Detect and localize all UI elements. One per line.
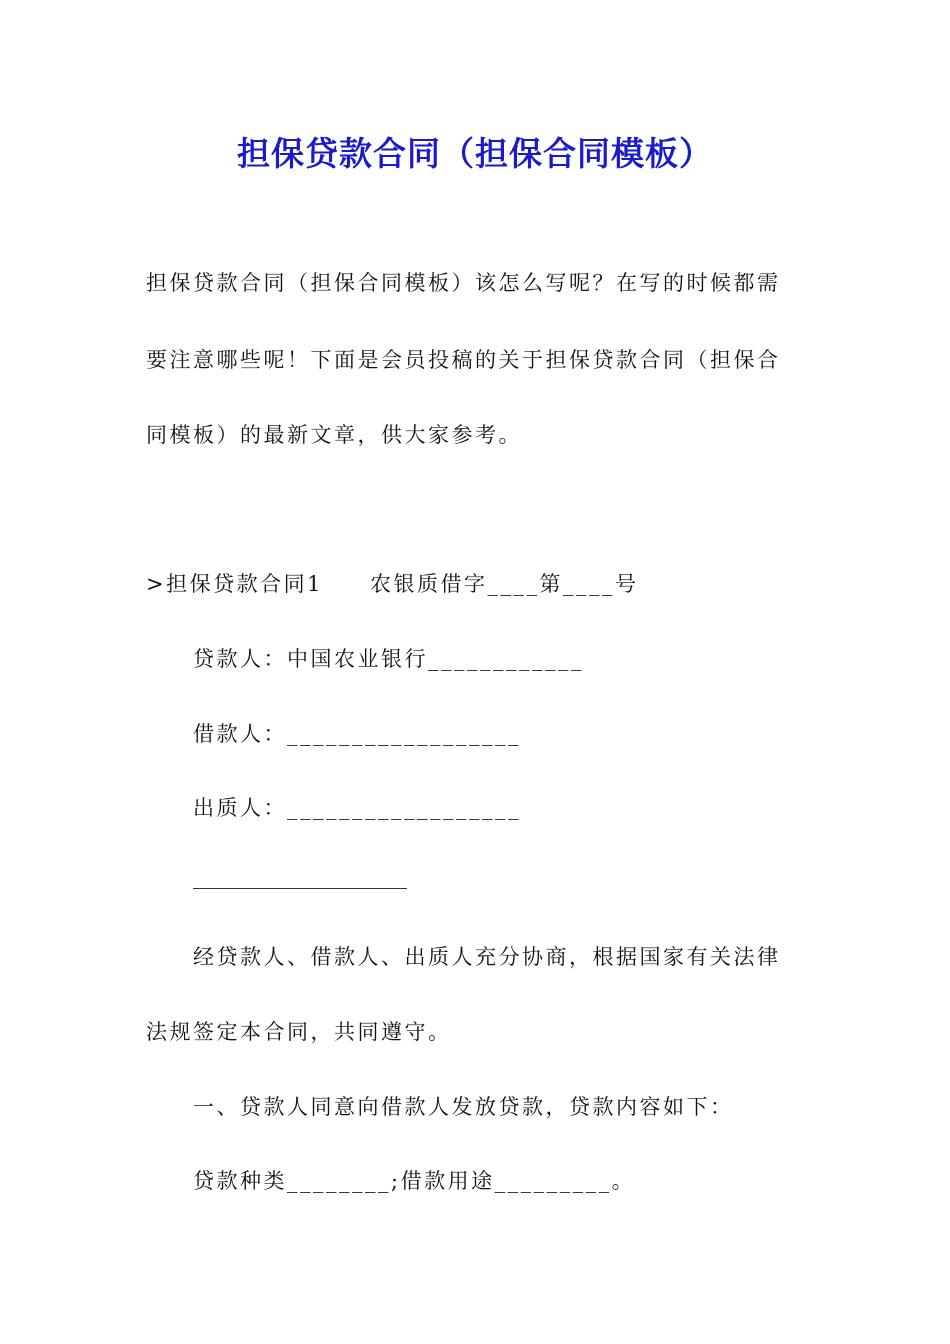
lender-line: 贷款人：中国农业银行____________ bbox=[193, 647, 584, 671]
intro-line-1: 担保贷款合同（担保合同模板）该怎么写呢？在写的时候都需 bbox=[146, 271, 781, 295]
contract-heading: >担保贷款合同1 农银质借字____第____号 bbox=[146, 572, 639, 596]
agreement-line-1: 经贷款人、借款人、出质人充分协商，根据国家有关法律 bbox=[193, 945, 781, 969]
document-title: 担保贷款合同（担保合同模板） bbox=[237, 134, 713, 173]
intro-line-3: 同模板）的最新文章，供大家参考。 bbox=[146, 423, 522, 447]
borrower-line: 借款人：__________________ bbox=[193, 722, 521, 746]
intro-line-2: 要注意哪些呢！下面是会员投稿的关于担保贷款合同（担保合 bbox=[146, 348, 781, 372]
loan-type-line: 贷款种类________;借款用途_________。 bbox=[193, 1169, 636, 1193]
blank-signature-line bbox=[193, 888, 407, 889]
pledgor-line: 出质人：__________________ bbox=[193, 796, 521, 820]
clause-1: 一、贷款人同意向借款人发放贷款，贷款内容如下： bbox=[193, 1095, 734, 1119]
agreement-line-2: 法规签定本合同，共同遵守。 bbox=[146, 1020, 452, 1044]
